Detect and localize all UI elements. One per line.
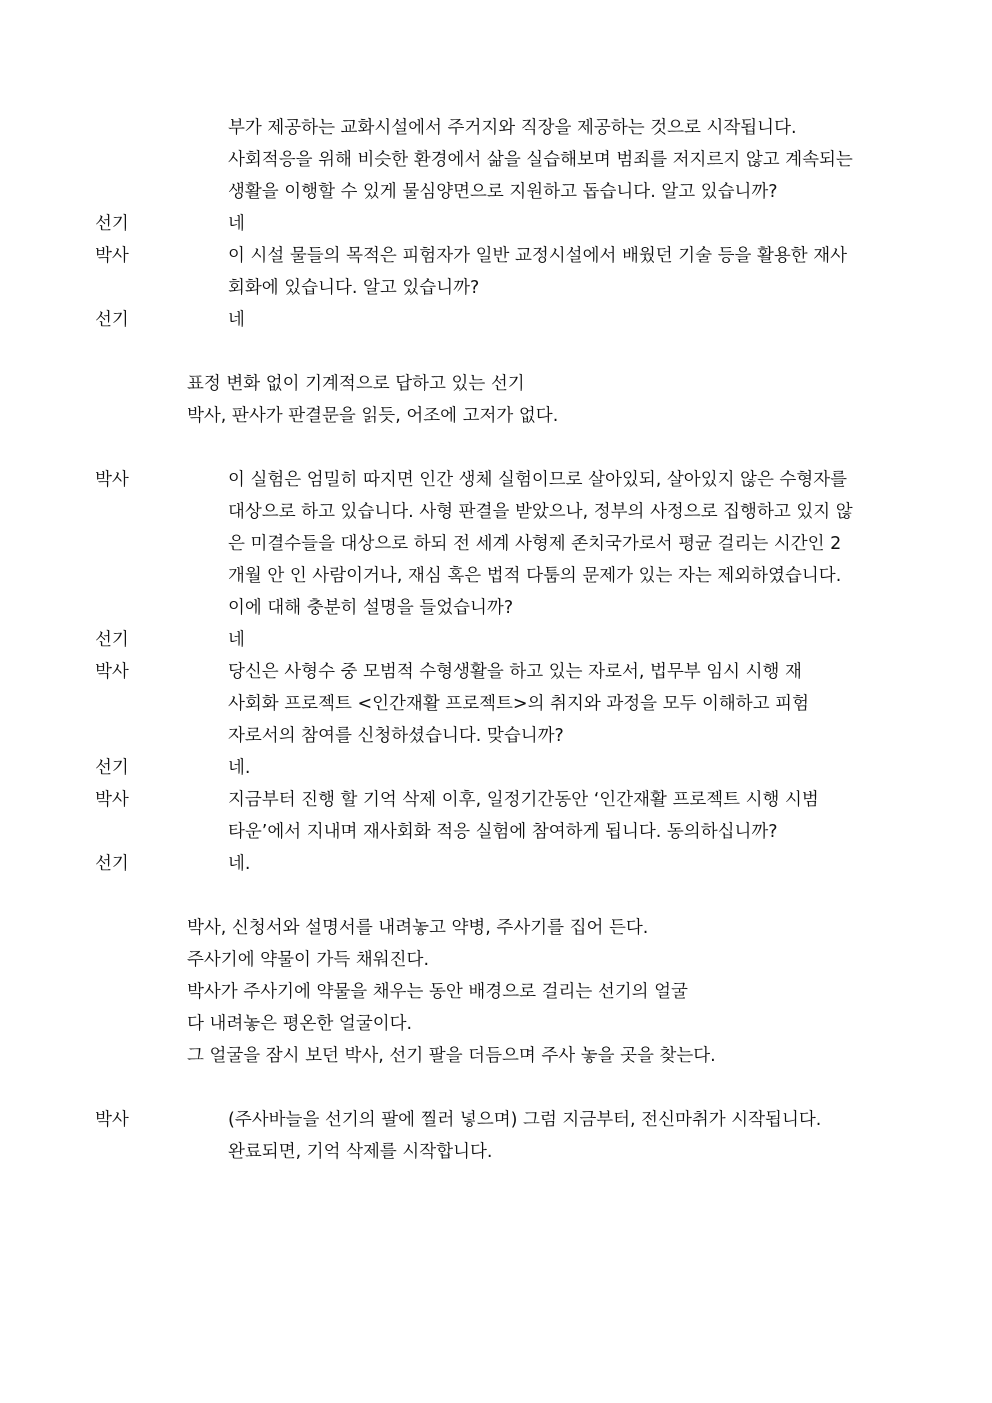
dialogue-line: 이 실험은 엄밀히 따지면 인간 생체 실험이므로 살아있되, 살아있지 않은 수형자를 — [228, 470, 848, 490]
speaker-name: 박사 — [95, 1110, 129, 1130]
action-line: 박사, 판사가 판결문을 읽듯, 어조에 고저가 없다. — [187, 406, 559, 426]
dialogue-line: 부가 제공하는 교화시설에서 주거지와 직장을 제공하는 것으로 시작됩니다. — [228, 118, 797, 138]
dialogue-line: 네. — [228, 758, 251, 778]
dialogue-line: 사회적응을 위해 비슷한 환경에서 삶을 실습해보며 범죄를 저지르지 않고 계속되는 — [228, 150, 853, 170]
action-line: 주사기에 약물이 가득 채워진다. — [187, 950, 430, 970]
dialogue-line: 이에 대해 충분히 설명을 들었습니까? — [228, 598, 514, 618]
speaker-name: 박사 — [95, 662, 129, 682]
action-line: 표정 변화 없이 기계적으로 답하고 있는 선기 — [187, 374, 525, 394]
dialogue-line: (주사바늘을 선기의 팔에 찔러 넣으며) 그럼 지금부터, 전신마취가 시작됩니다. — [228, 1110, 822, 1130]
dialogue-line: 타운’에서 지내며 재사회화 적응 실험에 참여하게 됩니다. 동의하십니까? — [228, 822, 778, 842]
action-line: 박사, 신청서와 설명서를 내려놓고 약병, 주사기를 집어 든다. — [187, 918, 649, 938]
dialogue-line: 지금부터 진행 할 기억 삭제 이후, 일정기간동안 ‘인간재활 프로젝트 시행 시범 — [228, 790, 819, 810]
dialogue-line: 생활을 이행할 수 있게 물심양면으로 지원하고 돕습니다. 알고 있습니까? — [228, 182, 778, 202]
speaker-name: 선기 — [95, 310, 129, 330]
action-line: 다 내려놓은 평온한 얼굴이다. — [187, 1014, 413, 1034]
dialogue-line: 이 시설 물들의 목적은 피험자가 일반 교정시설에서 배웠던 기술 등을 활용한 재사 — [228, 246, 848, 266]
dialogue-line: 당신은 사형수 중 모범적 수형생활을 하고 있는 자로서, 법무부 임시 시행 재 — [228, 662, 802, 682]
dialogue-line: 네 — [228, 310, 245, 330]
speaker-name: 선기 — [95, 758, 129, 778]
speaker-name: 선기 — [95, 214, 129, 234]
dialogue-line: 네 — [228, 214, 245, 234]
dialogue-line: 사회화 프로젝트 <인간재활 프로젝트>의 취지와 과정을 모두 이해하고 피험 — [228, 694, 809, 714]
speaker-name: 박사 — [95, 790, 129, 810]
dialogue-line: 대상으로 하고 있습니다. 사형 판결을 받았으나, 정부의 사정으로 집행하고 있지 않 — [228, 502, 853, 522]
dialogue-line: 네 — [228, 630, 245, 650]
dialogue-line: 개월 안 인 사람이거나, 재심 혹은 법적 다툼의 문제가 있는 자는 제외하였습니다. — [228, 566, 842, 586]
dialogue-line: 회화에 있습니다. 알고 있습니까? — [228, 278, 480, 298]
dialogue-line: 완료되면, 기억 삭제를 시작합니다. — [228, 1142, 493, 1162]
speaker-name: 박사 — [95, 470, 129, 490]
speaker-name: 선기 — [95, 854, 129, 874]
speaker-name: 선기 — [95, 630, 129, 650]
action-line: 박사가 주사기에 약물을 채우는 동안 배경으로 걸리는 선기의 얼굴 — [187, 982, 688, 1002]
dialogue-line: 은 미결수들을 대상으로 하되 전 세계 사형제 존치국가로서 평균 걸리는 시간인 2 — [228, 534, 842, 554]
dialogue-line: 자로서의 참여를 신청하셨습니다. 맞습니까? — [228, 726, 564, 746]
dialogue-line: 네. — [228, 854, 251, 874]
action-line: 그 얼굴을 잠시 보던 박사, 선기 팔을 더듬으며 주사 놓을 곳을 찾는다. — [187, 1046, 716, 1066]
speaker-name: 박사 — [95, 246, 129, 266]
